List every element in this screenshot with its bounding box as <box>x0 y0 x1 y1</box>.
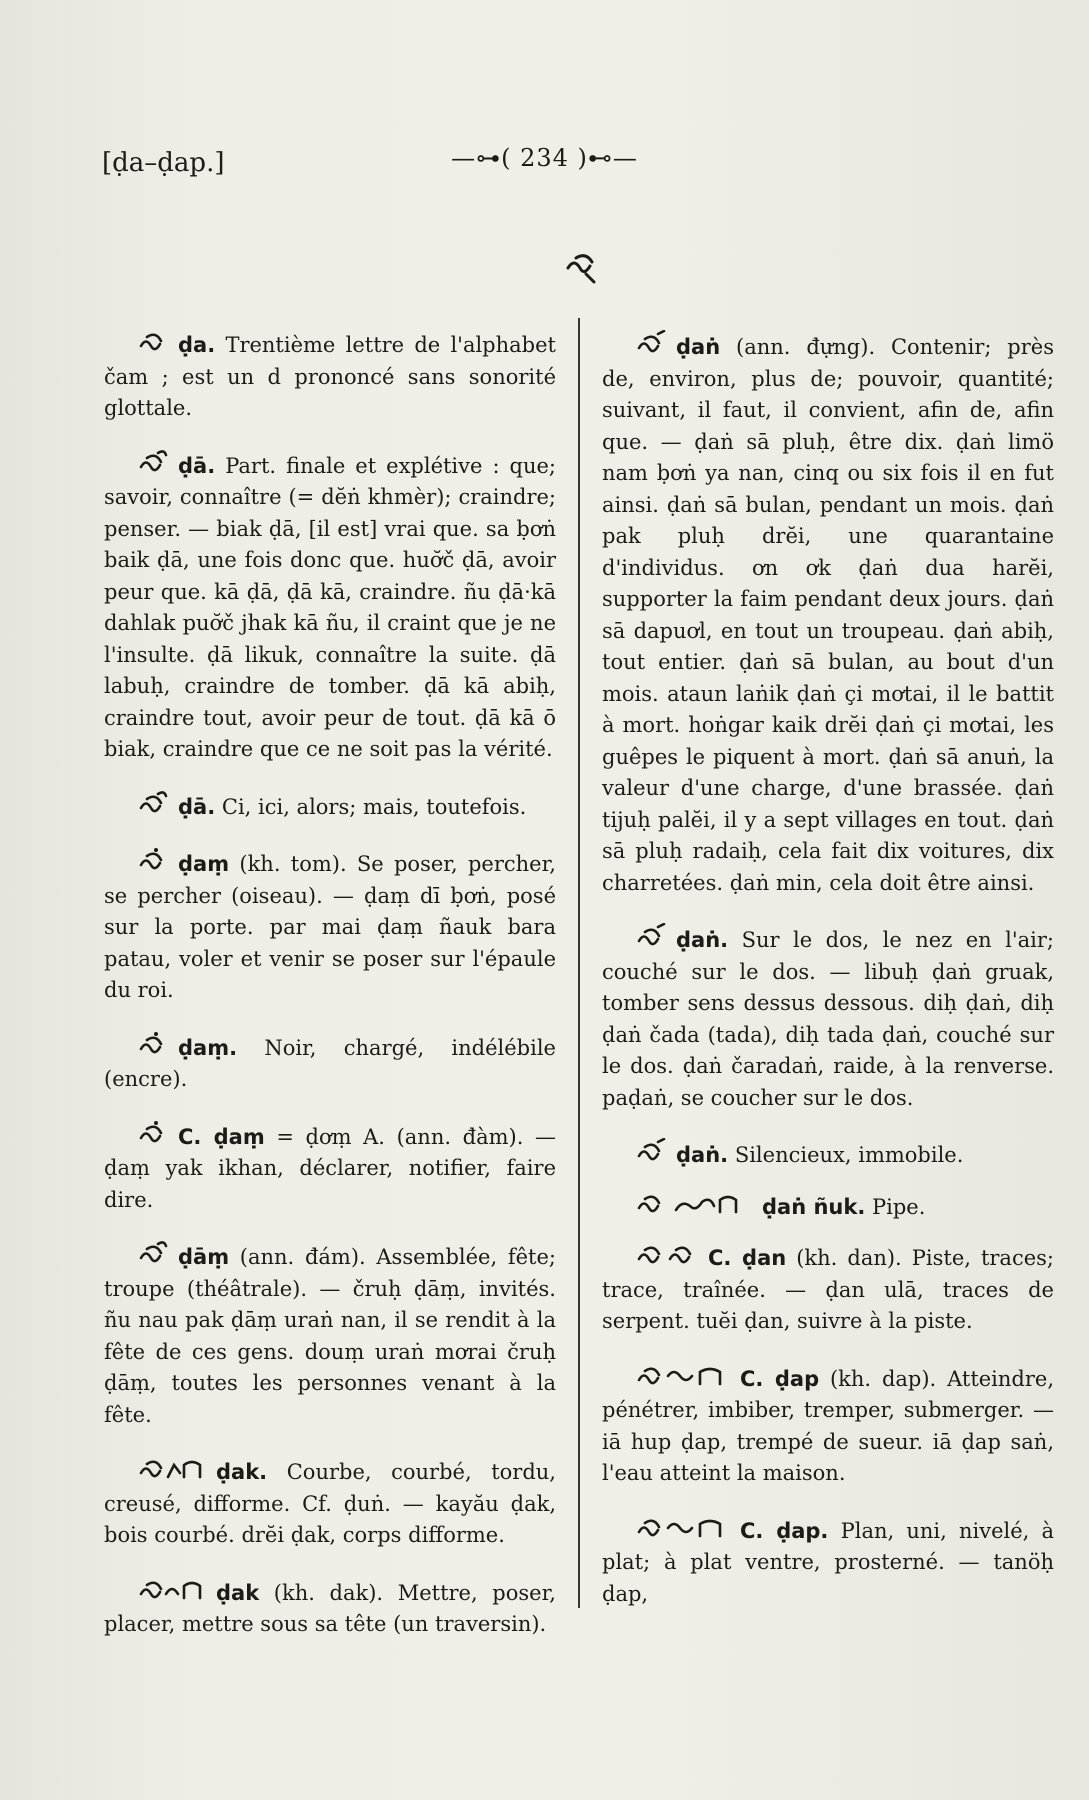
entry-dang-2 <box>602 923 1054 1114</box>
headword: ḍaṅ ñuk. <box>762 1194 866 1219</box>
definition: (kh. tom). Se poser, percher, se percher (oiseau). — ḍaṃ dī ḅơṅ, posé sur la porte. par mai ḍaṃ ñauk bara patau, voler et venir se poser sur l'épaule du roi. <box>104 852 556 1002</box>
cham-script-icon <box>138 1031 170 1061</box>
definition: Sur le dos, le nez en l'air; couché sur le dos. — libuḥ ḍaṅ gruak, tomber sens dessus dessous. diḥ ḍaṅ, diḥ ḍaṅ čada (tada), diḥ tada ḍaṅ, couché sur le dos. ḍaṅ čaradaṅ, raide, à la renverse. paḍaṅ, se coucher sur le dos. <box>602 928 1054 1110</box>
entry-dang-1 <box>602 330 1054 899</box>
cham-script-icon <box>138 1576 208 1606</box>
entry-c-dap-1 <box>602 1362 1054 1490</box>
cham-script-icon <box>636 1190 754 1220</box>
entry-dam-long <box>104 1240 556 1431</box>
entry-dak-1 <box>104 1455 556 1552</box>
right-column <box>602 330 1054 1634</box>
headword: ḍak <box>216 1580 260 1605</box>
cham-script-icon <box>636 1241 700 1271</box>
entry-dam-1 <box>104 847 556 1007</box>
page-number: —⊶( 234 )⊷— <box>451 144 638 172</box>
cham-script-icon <box>138 847 170 877</box>
definition: Noir, chargé, indélébile (encre). <box>104 1035 556 1091</box>
entry-dang-3 <box>602 1138 1054 1172</box>
headword: ḍā. <box>178 794 216 819</box>
headword: ḍa. <box>178 333 216 357</box>
column-rule <box>578 318 580 1608</box>
entry-da <box>104 330 556 425</box>
entry-c-dan <box>602 1241 1054 1338</box>
definition: (kh. dak). Mettre, poser, placer, mettre sous sa tête (un traversin). <box>104 1580 556 1636</box>
definition: (kh. dan). Piste, traces; trace, traînée. — ḍan ulā, traces de serpent. tuĕi ḍan, suivre à la piste. <box>602 1246 1054 1333</box>
headword: C. ḍan <box>708 1246 787 1270</box>
cham-script-icon <box>636 923 668 953</box>
headword: C. ḍap. <box>740 1518 829 1543</box>
cham-script-icon <box>138 1240 170 1270</box>
cham-script-icon <box>636 1362 732 1392</box>
headword: ḍak. <box>216 1460 268 1484</box>
cham-script-icon <box>138 790 170 820</box>
headword: ḍaṃ <box>178 852 230 876</box>
cham-script-icon <box>636 1138 668 1168</box>
headword: ḍā. <box>178 453 216 478</box>
headword: ḍāṃ <box>178 1245 230 1269</box>
headword: C. ḍap <box>740 1366 820 1391</box>
cham-script-icon <box>138 330 170 358</box>
entry-dam-2 <box>104 1031 556 1096</box>
headword: ḍaṅ. <box>676 928 729 952</box>
cham-script-icon <box>138 1455 208 1485</box>
entry-da-long <box>104 449 556 766</box>
definition: Courbe, courbé, tordu, creusé, difforme. Cf. ḍuṅ. — kayău ḍak, bois courbé. drĕi ḍak, corps difforme. <box>104 1460 556 1547</box>
definition: Pipe. <box>872 1194 926 1219</box>
definition: Trentième lettre de l'alphabet čam ; est un d prononcé sans sonorité glottale. <box>104 333 556 420</box>
cham-script-icon <box>138 1120 170 1150</box>
headword: ḍaṅ <box>676 335 721 359</box>
cham-letter-glyph-icon <box>562 248 602 288</box>
definition: Part. finale et explétive : que; savoir, connaître (= dĕṅ khmèr); craindre; penser. — biak ḍā, [il est] vrai que. sa ḅơṅ baik ḍā, une fois donc que. huơ̆č ḍā, avoir peur que. kā ḍā, ḍā kā, craindre. ñu ḍā·kā dahlak puơ̆č jhak kā ñu, il craint que je ne l'insulte. ḍā likuk, connaître la suite. ḍā labuḥ, craindre de tomber. ḍā kā abiḥ, craindre tout, avoir peur de tout. ḍā kā ō biak, craindre que ce ne soit pas la vérité. <box>104 453 556 761</box>
entry-dang-nuk <box>602 1190 1054 1224</box>
headword: ḍaṃ. <box>178 1035 238 1060</box>
entry-c-dam <box>104 1120 556 1217</box>
definition: = ḍơṃ A. (ann. đàm). — ḍaṃ yak ikhan, déclarer, notifier, faire dire. <box>104 1124 556 1212</box>
headword: ḍaṅ. <box>676 1143 729 1167</box>
definition: Ci, ici, alors; mais, toutefois. <box>221 794 527 819</box>
definition: (ann. đựng). Contenir; près de, environ, plus de; pouvoir, quantité; suivant, il faut, il convient, afin de, afin que. — ḍaṅ sā pluḥ, être dix. ḍaṅ limö nam ḅơṅ ya nan, cinq ou six fois il en fut ainsi. ḍaṅ sā bulan, pendant un mois. ḍaṅ pak pluḥ drĕi, une quarantaine d'individus. ơn ơk ḍaṅ dua harĕi, supporter la faim pendant deux jours. ḍaṅ sā dapuơl, en tout un troupeau. ḍaṅ abiḥ, tout entier. ḍaṅ sā bulan, au bout d'un mois. ataun laṅik ḍaṅ çi mơtai, il le battit à mort. hoṅgar kaik drĕi ḍaṅ çi mơtai, les guêpes le piquent à mort. ḍaṅ sā anuṅ, la valeur d'une charge, d'une brassée. ḍaṅ tijuḥ palĕi, il y a sept villages en tout. ḍaṅ sā pluḥ radaiḥ, cela fait dix voitures, dix charretées. ḍaṅ min, cela doit être ainsi. <box>602 335 1054 895</box>
entry-dak-2 <box>104 1576 556 1641</box>
definition: Silencieux, immobile. <box>734 1143 964 1167</box>
running-head: [ḍa–ḍap.] <box>102 148 225 178</box>
definition: (ann. đám). Assemblée, fête; troupe (théâtrale). — čruḥ ḍāṃ, invités. ñu nau pak ḍāṃ uraṅ nan, il se rendit à la fête de ces gens. douṃ uraṅ mơrai čruḥ ḍāṃ, toutes les personnes venant à la fête. <box>104 1245 556 1427</box>
definition: (kh. dap). Atteindre, pénétrer, imbiber, tremper, submerger. — iā hup ḍap, trempé de sueur. iā ḍap saṅ, l'eau atteint la maison. <box>602 1366 1055 1485</box>
cham-script-icon <box>138 449 170 479</box>
entry-da-long-2 <box>104 790 556 824</box>
definition: Plan, uni, nivelé, à plat; à plat ventre, prosterné. — tanöḥ ḍap, <box>602 1518 1055 1606</box>
headword: C. ḍaṃ <box>178 1124 265 1149</box>
left-column <box>104 330 556 1665</box>
entry-c-dap-2 <box>602 1514 1054 1611</box>
cham-script-icon <box>636 1514 732 1544</box>
cham-script-icon <box>636 330 668 360</box>
